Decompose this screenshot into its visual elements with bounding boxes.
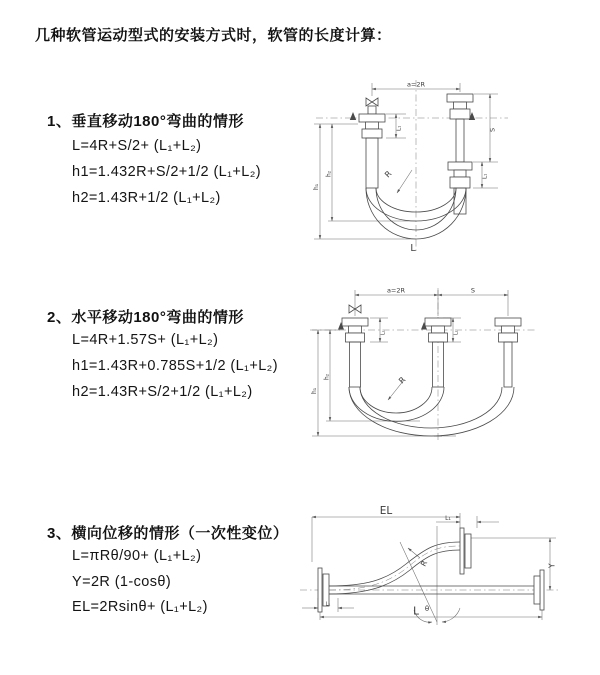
fitting-length-right-label: L₁ [482, 173, 489, 179]
upper-right-flange [460, 528, 471, 574]
radius-label: R [418, 559, 430, 568]
moving-hose-assembly-position-1 [421, 318, 451, 387]
diagram-2-horizontal-180-bend [308, 282, 545, 457]
diagram-3-lateral-displacement [296, 498, 564, 650]
moving-hose-assembly-position-2 [495, 318, 521, 387]
fitting-top-label: L₁ [445, 515, 451, 522]
section-2-formula-h1: h1=1.43R+0.785S+1/2 (L₁+L₂) [72, 358, 278, 374]
section-1-formula-h1: h1=1.432R+S/2+1/2 (L₁+L₂) [72, 164, 262, 180]
dimension-lines [312, 290, 508, 436]
section-1-formula-L: L=4R+S/2+ (L₁+L₂) [72, 138, 202, 154]
dimension-lines [314, 80, 498, 239]
section-1-formula-h2: h2=1.43R+1/2 (L₁+L₂) [72, 190, 221, 206]
hose-u-bend-curves [349, 387, 514, 436]
section-3-formula-Y: Y=2R (1-cosθ) [72, 574, 172, 590]
right-flange [534, 570, 544, 610]
left-hose-assembly [350, 106, 385, 188]
section-2-heading: 2、水平移动180°弯曲的情形 [47, 309, 244, 326]
length-label: L [413, 605, 419, 618]
section-3-formula-L: L=πRθ/90+ (L₁+L₂) [72, 548, 202, 564]
h2-label: h₂ [323, 373, 331, 380]
valve-symbol [366, 98, 378, 106]
diagram-2-labels [311, 287, 475, 395]
section-1-heading: 1、垂直移动180°弯曲的情形 [47, 113, 244, 130]
fitting-length-label-a: L₁ [380, 330, 387, 335]
stroke-label: S [470, 286, 476, 295]
centerlines [316, 80, 508, 254]
page-title: 几种软管运动型式的安装方式时，软管的长度计算： [35, 27, 392, 44]
fitting-length-label: L₁ [396, 125, 403, 131]
span-label: a=2R [386, 286, 406, 295]
offset-label: Y [547, 563, 557, 568]
section-2-formula-L: L=4R+1.57S+ (L₁+L₂) [72, 332, 219, 348]
radius-label: R [383, 169, 394, 180]
dimension-lines [302, 513, 556, 620]
angle-label: θ [424, 605, 430, 613]
h1-label: h₁ [313, 183, 320, 190]
section-2-formula-h2: h2=1.43R+S/2+1/2 (L₁+L₂) [72, 384, 253, 400]
diagram-1-vertical-180-bend [312, 72, 524, 258]
section-3-heading: 3、横向位移的情形（一次性变位） [47, 525, 289, 542]
length-label: L [410, 243, 416, 254]
h1-label: h₁ [311, 387, 318, 394]
fitting-length-label-b: L₁ [453, 330, 460, 335]
h2-label: h₂ [325, 170, 333, 177]
section-3-formula-EL: EL=2Rsinθ+ (L₁+L₂) [72, 599, 208, 615]
radius-label: R [397, 375, 408, 386]
centerlines [310, 288, 536, 442]
angle-construction [400, 542, 460, 622]
fitting-left-label: L₁ [325, 601, 331, 608]
el-label: EL [379, 505, 393, 517]
stroke-label: S [488, 127, 497, 132]
right-hose-assembly [447, 94, 475, 214]
span-label: a=2R [406, 80, 426, 89]
fixed-hose-assembly [338, 318, 368, 387]
